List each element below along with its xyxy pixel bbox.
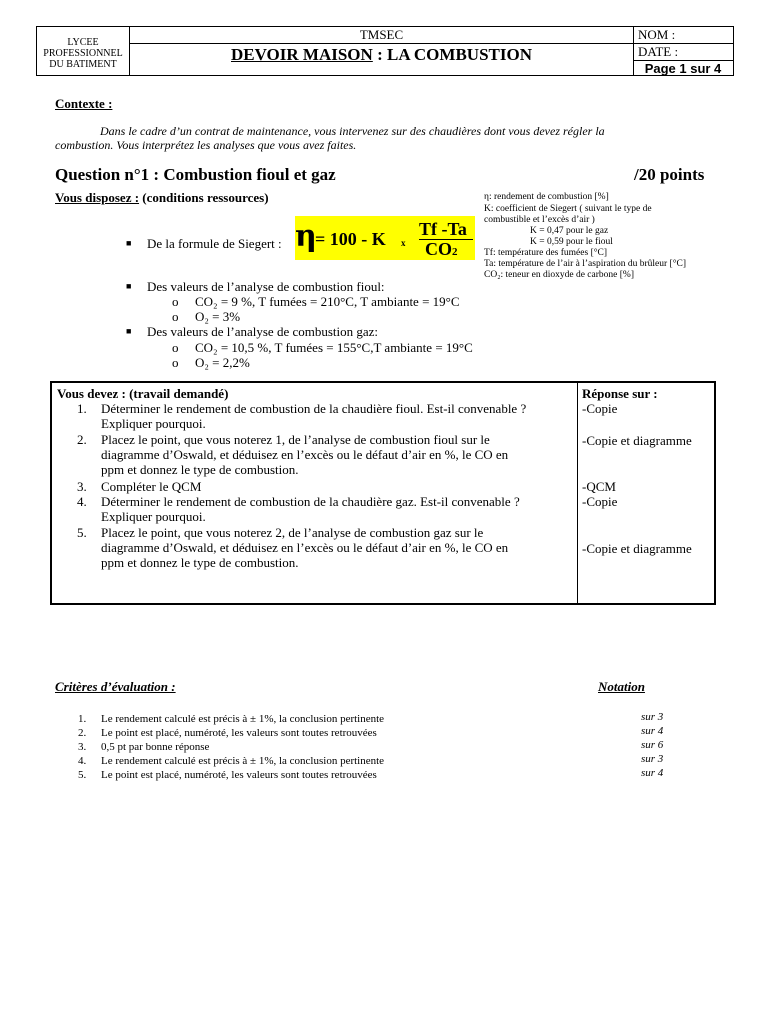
task-text: Déterminer le rendement de combustion de la chaudière gaz. Est-il convenable ?: [101, 494, 520, 509]
title-cell: [130, 27, 634, 75]
context-heading: [55, 96, 112, 111]
criteria-score: sur 6: [641, 739, 664, 751]
criteria-text: Le point est placé, numéroté, les valeurs sont toutes retrouvées: [101, 769, 377, 781]
criteria-number: 3.: [78, 741, 87, 753]
legend-line: combustible et l’excès d’air ): [484, 215, 595, 225]
formula-left: = 100 - K: [315, 229, 386, 249]
criteria-number: 4.: [78, 755, 87, 767]
legend-line: Ta: température de l’air à l’aspiration du brûleur [°C]: [484, 259, 687, 269]
header-table: [36, 26, 734, 76]
criteria-heading-text: Critères d’évaluation :: [55, 679, 176, 694]
criteria-text: Le point est placé, numéroté, les valeurs sont toutes retrouvées: [101, 727, 377, 739]
task-table: [50, 381, 716, 605]
title-suffix: : LA COMBUSTION: [372, 45, 532, 64]
resources-heading-text: Vous disposez :: [55, 190, 140, 205]
bullet-icon: ■: [126, 281, 132, 291]
context-line: Dans le cadre d’un contrat de maintenance, vous intervenez sur des chaudières dont vous devez régler la: [100, 124, 605, 138]
eta-symbol: η: [295, 219, 317, 254]
criteria-score: sur 4: [641, 767, 664, 779]
column-divider: [577, 383, 578, 603]
answers-heading: Réponse sur :: [582, 386, 658, 401]
circle-bullet-icon: o: [172, 355, 179, 370]
notation-heading: [598, 679, 645, 694]
bullet-icon: ■: [126, 238, 132, 248]
siegert-formula: [295, 216, 475, 260]
page-title: [130, 44, 633, 66]
circle-bullet-icon: o: [172, 340, 179, 355]
answer-cell: -QCM: [582, 479, 616, 494]
nom-field: NOM :: [633, 27, 733, 44]
task-number: 2.: [77, 432, 87, 447]
school-cell: [37, 27, 130, 75]
title-prefix: DEVOIR MAISON: [231, 45, 373, 64]
course-name: TMSEC: [130, 27, 633, 44]
task-text: Expliquer pourquoi.: [101, 416, 206, 431]
gaz-values: CO₂ = 10,5 %, T fumées = 155°C,T ambiante = 19°C: [195, 340, 473, 355]
formula-denominator: [425, 239, 458, 262]
task-number: 4.: [77, 494, 87, 509]
task-text: Placez le point, que vous noterez 2, de l’analyse de combustion gaz sur le: [101, 525, 484, 540]
page-number: Page 1 sur 4: [644, 61, 722, 76]
legend-line: K = 0,59 pour le fioul: [530, 237, 613, 247]
gaz-intro: Des valeurs de l’analyse de combustion gaz:: [147, 324, 379, 339]
circle-bullet-icon: o: [172, 309, 179, 324]
context-heading-text: Contexte :: [55, 96, 113, 111]
notation-heading-text: Notation: [598, 679, 645, 694]
fioul-values: CO₂ = 9 %, T fumées = 210°C, T ambiante = 19°C: [195, 294, 460, 309]
denominator-text: CO: [425, 239, 452, 259]
answer-cell: -Copie: [582, 494, 618, 509]
criteria-text: Le rendement calculé est précis à ± 1%, la conclusion pertinente: [101, 755, 385, 767]
question-points: /20 points: [634, 165, 705, 184]
task-number: 5.: [77, 525, 87, 540]
task-number: 3.: [77, 479, 87, 494]
criteria-score: sur 4: [641, 725, 664, 737]
task-text: ppm et donnez le type de combustion.: [101, 555, 299, 570]
criteria-score: sur 3: [641, 711, 664, 723]
gaz-o2: O₂ = 2,2%: [195, 355, 250, 370]
formula-numerator: Tf -Ta: [419, 219, 467, 239]
criteria-text: Le rendement calculé est précis à ± 1%, la conclusion pertinente: [101, 713, 385, 725]
date-field: DATE :: [633, 44, 733, 61]
school-line: PROFESSIONNEL: [43, 48, 123, 59]
circle-bullet-icon: o: [172, 294, 179, 309]
legend-line: K = 0,47 pour le gaz: [530, 226, 609, 236]
question-title: Question n°1 : Combustion fioul et gaz: [55, 165, 336, 184]
task-text: diagramme d’Oswald, et déduisez en l’excès ou le défaut d’air en %, le CO en: [101, 540, 509, 555]
formula-intro: De la formule de Siegert :: [147, 236, 282, 251]
criteria-heading: [55, 679, 176, 694]
criteria-number: 1.: [78, 713, 87, 725]
criteria-number: 5.: [78, 769, 87, 781]
resources-suffix: (conditions ressources): [139, 190, 269, 205]
criteria-number: 2.: [78, 727, 87, 739]
context-line: combustion. Vous interprétez les analyses que vous avez faites.: [55, 138, 357, 152]
legend-line: Tf: température des fumées [°C]: [484, 248, 608, 258]
formula-times: x: [401, 238, 406, 248]
answer-cell: -Copie et diagramme: [582, 433, 692, 448]
legend-line: CO₂: teneur en dioxyde de carbone [%]: [484, 270, 634, 280]
student-info-cell: [633, 27, 733, 75]
resources-heading: [55, 190, 269, 205]
answer-cell: -Copie et diagramme: [582, 541, 692, 556]
task-text: diagramme d’Oswald, et déduisez en l’excès ou le défaut d’air en %, le CO en: [101, 447, 509, 462]
fioul-intro: Des valeurs de l’analyse de combustion fioul:: [147, 279, 385, 294]
answer-cell: -Copie: [582, 401, 618, 416]
criteria-score: sur 3: [641, 753, 664, 765]
denominator-sub: 2: [452, 246, 458, 258]
task-number: 1.: [77, 401, 87, 416]
task-text: Déterminer le rendement de combustion de la chaudière fioul. Est-il convenable ?: [101, 401, 527, 416]
task-text: Compléter le QCM: [101, 479, 202, 494]
task-text: Placez le point, que vous noterez 1, de l’analyse de combustion fioul sur le: [101, 432, 490, 447]
task-text: ppm et donnez le type de combustion.: [101, 462, 299, 477]
legend-line: K: coefficient de Siegert ( suivant le type de: [484, 204, 652, 214]
criteria-text: 0,5 pt par bonne réponse: [101, 741, 210, 753]
school-line: LYCEE: [67, 37, 99, 48]
fioul-o2: O₂ = 3%: [195, 309, 241, 324]
tasks-heading: Vous devez : (travail demandé): [57, 386, 229, 401]
task-text: Expliquer pourquoi.: [101, 509, 206, 524]
legend-line: η: rendement de combustion [%]: [484, 192, 609, 202]
bullet-icon: ■: [126, 326, 132, 336]
school-line: DU BATIMENT: [49, 59, 117, 70]
